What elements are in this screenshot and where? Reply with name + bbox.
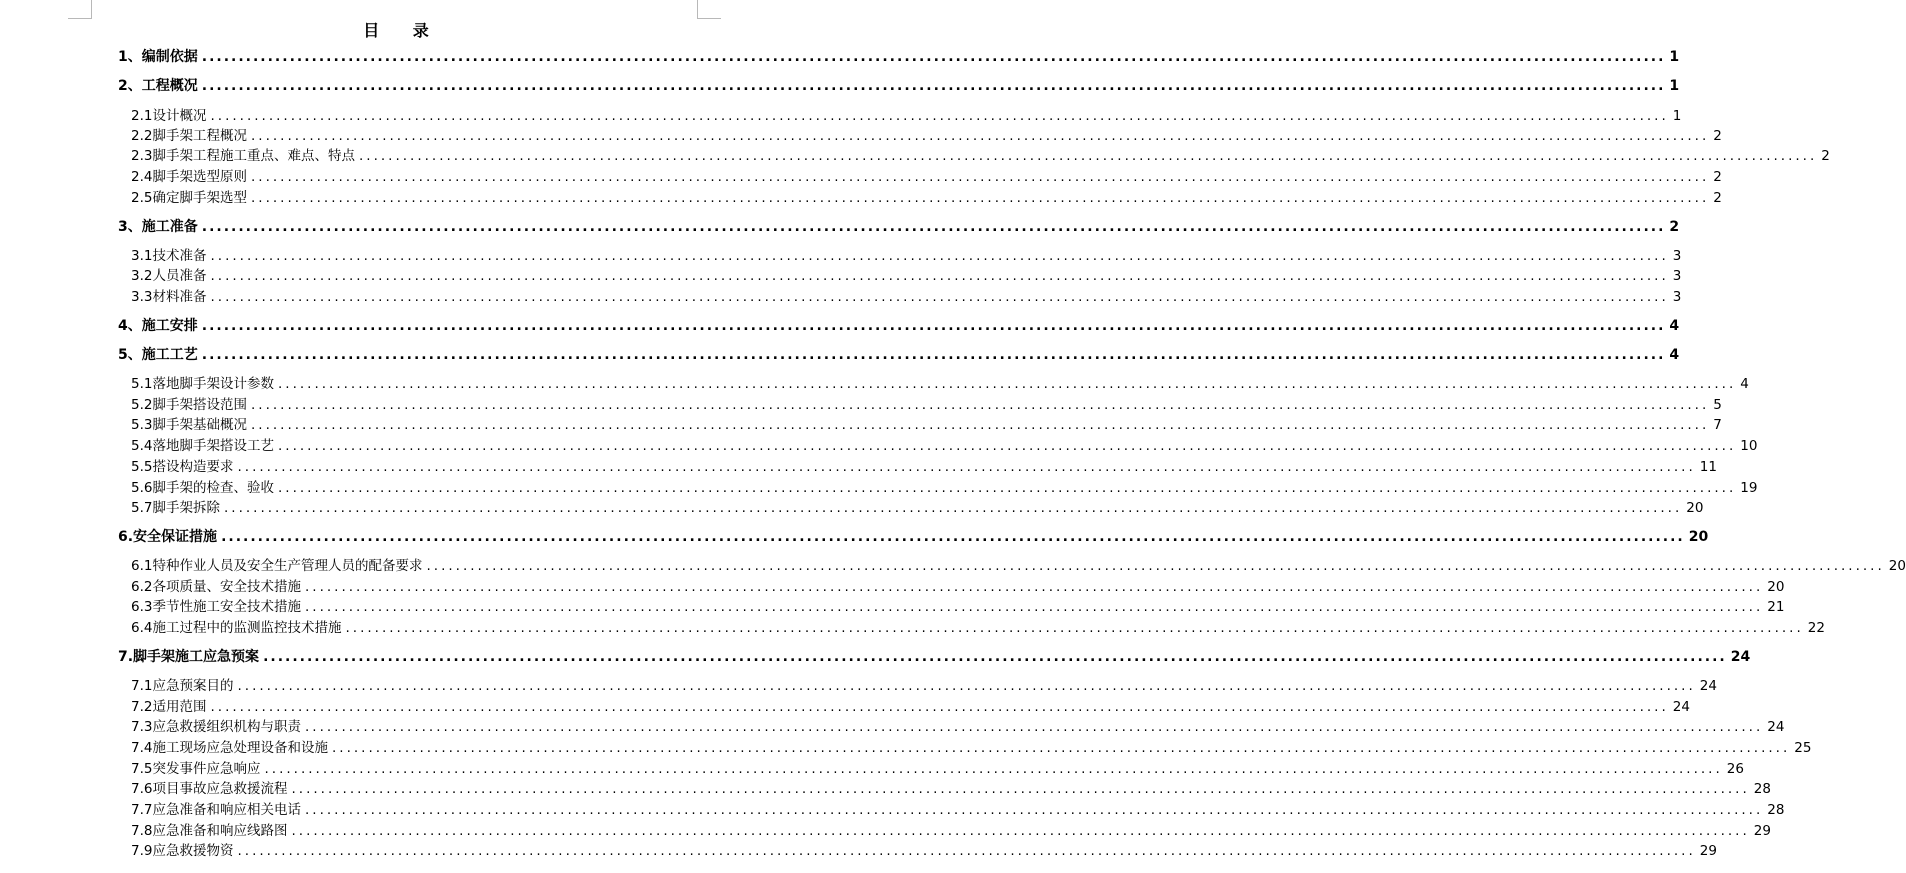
toc-entry-label: 7.9应急救援物资 bbox=[131, 843, 234, 859]
toc-entry-label: 3.3材料准备 bbox=[131, 289, 207, 305]
toc-entry-label: 6.1特种作业人员及安全生产管理人员的配备要求 bbox=[131, 558, 423, 574]
toc-subentry[interactable] bbox=[131, 167, 1722, 187]
toc-dot-leader: ........................................................................................................................................................................................................ bbox=[304, 599, 1764, 615]
toc-page-number: 4 bbox=[1740, 376, 1749, 392]
toc-page-number: 20 bbox=[1686, 500, 1704, 516]
toc-heading-entry[interactable] bbox=[118, 345, 1680, 365]
toc-entry-label: 6.4施工过程中的监测监控技术措施 bbox=[131, 620, 342, 636]
toc-entry-label: 6.2各项质量、安全技术措施 bbox=[131, 579, 301, 595]
toc-page-number: 19 bbox=[1740, 480, 1758, 496]
toc-subentry[interactable] bbox=[131, 436, 1758, 456]
toc-subentry[interactable] bbox=[131, 287, 1682, 307]
toc-entry-label: 5.2脚手架搭设范围 bbox=[131, 397, 247, 413]
toc-page-number: 24 bbox=[1672, 699, 1690, 715]
toc-dot-leader: ........................................................................................................................................................................................................ bbox=[263, 649, 1727, 665]
toc-entry-label: 2.4脚手架选型原则 bbox=[131, 169, 247, 185]
toc-dot-leader: ........................................................................................................................................................................................................ bbox=[345, 620, 1804, 636]
toc-entry-label: 3、施工准备 bbox=[118, 219, 198, 235]
toc-dot-leader: ........................................................................................................................................................................................................ bbox=[201, 318, 1666, 334]
toc-subentry[interactable] bbox=[131, 457, 1717, 477]
toc-entry-label: 4、施工安排 bbox=[118, 318, 198, 334]
toc-subentry[interactable] bbox=[131, 759, 1744, 779]
toc-subentry[interactable] bbox=[131, 556, 1906, 576]
toc-page-number: 1 bbox=[1669, 49, 1680, 65]
toc-subentry[interactable] bbox=[131, 126, 1722, 146]
toc-subentry[interactable] bbox=[131, 395, 1722, 415]
toc-page-number: 20 bbox=[1767, 579, 1785, 595]
toc-subentry[interactable] bbox=[131, 146, 1830, 166]
toc-entry-label: 2.3脚手架工程施工重点、难点、特点 bbox=[131, 148, 355, 164]
toc-entry-label: 5.3脚手架基础概况 bbox=[131, 417, 247, 433]
toc-page-number: 20 bbox=[1888, 558, 1906, 574]
toc-page-number: 24 bbox=[1699, 678, 1717, 694]
toc-subentry[interactable] bbox=[131, 597, 1785, 617]
toc-dot-leader: ........................................................................................................................................................................................................ bbox=[201, 219, 1666, 235]
toc-subentry[interactable] bbox=[131, 618, 1825, 638]
toc-subentry[interactable] bbox=[131, 478, 1758, 498]
toc-entry-label: 7.4施工现场应急处理设备和设施 bbox=[131, 740, 328, 756]
toc-entry-label: 2、工程概况 bbox=[118, 78, 198, 94]
toc-dot-leader: ........................................................................................................................................................................................................ bbox=[223, 500, 1683, 516]
toc-dot-leader: ........................................................................................................................................................................................................ bbox=[291, 823, 1750, 839]
toc-entry-label: 7.5突发事件应急响应 bbox=[131, 761, 261, 777]
toc-page-number: 25 bbox=[1794, 740, 1812, 756]
toc-page-number: 2 bbox=[1669, 219, 1680, 235]
toc-dot-leader: ........................................................................................................................................................................................................ bbox=[210, 108, 1669, 124]
toc-dot-leader: ........................................................................................................................................................................................................ bbox=[201, 49, 1666, 65]
toc-entry-label: 1、编制依据 bbox=[118, 49, 198, 65]
toc-entry-label: 7.6项目事故应急救援流程 bbox=[131, 781, 288, 797]
toc-heading-entry[interactable] bbox=[118, 217, 1680, 237]
toc-dot-leader: ........................................................................................................................................................................................................ bbox=[210, 268, 1669, 284]
toc-dot-leader: ........................................................................................................................................................................................................ bbox=[210, 699, 1669, 715]
toc-dot-leader: ........................................................................................................................................................................................................ bbox=[277, 480, 1737, 496]
toc-entry-label: 7.7应急准备和响应相关电话 bbox=[131, 802, 301, 818]
toc-subentry[interactable] bbox=[131, 106, 1682, 126]
toc-entry-label: 7.1应急预案目的 bbox=[131, 678, 234, 694]
toc-page-number: 2 bbox=[1821, 148, 1830, 164]
toc-entry-label: 2.5确定脚手架选型 bbox=[131, 190, 247, 206]
toc-dot-leader: ........................................................................................................................................................................................................ bbox=[331, 740, 1791, 756]
toc-dot-leader: ........................................................................................................................................................................................................ bbox=[250, 397, 1710, 413]
toc-entry-label: 5.6脚手架的检查、验收 bbox=[131, 480, 274, 496]
toc-entry-label: 2.1设计概况 bbox=[131, 108, 207, 124]
toc-entry-label: 3.2人员准备 bbox=[131, 268, 207, 284]
toc-dot-leader: ........................................................................................................................................................................................................ bbox=[250, 169, 1710, 185]
toc-entry-label: 6.安全保证措施 bbox=[118, 529, 218, 545]
toc-page-number: 28 bbox=[1753, 781, 1771, 797]
toc-page-number: 4 bbox=[1669, 318, 1680, 334]
toc-dot-leader: ........................................................................................................................................................................................................ bbox=[201, 347, 1666, 363]
toc-page-number: 28 bbox=[1767, 802, 1785, 818]
toc-dot-leader: ........................................................................................................................................................................................................ bbox=[304, 719, 1764, 735]
toc-heading-entry[interactable] bbox=[118, 647, 1751, 667]
toc-subentry[interactable] bbox=[131, 717, 1785, 737]
toc-page-number: 4 bbox=[1669, 347, 1680, 363]
toc-page-number: 24 bbox=[1730, 649, 1751, 665]
toc-dot-leader: ........................................................................................................................................................................................................ bbox=[250, 417, 1710, 433]
toc-entry-label: 3.1技术准备 bbox=[131, 248, 207, 264]
toc-dot-leader: ........................................................................................................................................................................................................ bbox=[237, 459, 1696, 475]
toc-dot-leader: ........................................................................................................................................................................................................ bbox=[250, 128, 1710, 144]
toc-subentry[interactable] bbox=[131, 821, 1771, 841]
toc-dot-leader: ........................................................................................................................................................................................................ bbox=[237, 843, 1696, 859]
toc-page-number: 24 bbox=[1767, 719, 1785, 735]
toc-subentry[interactable] bbox=[131, 738, 1812, 758]
toc-page-number: 2 bbox=[1713, 190, 1722, 206]
toc-subentry[interactable] bbox=[131, 841, 1717, 861]
toc-entry-label: 5、施工工艺 bbox=[118, 347, 198, 363]
toc-heading-entry[interactable] bbox=[118, 76, 1680, 96]
toc-entry-label: 7.2适用范围 bbox=[131, 699, 207, 715]
toc-page-number: 22 bbox=[1807, 620, 1825, 636]
toc-heading-entry[interactable] bbox=[118, 47, 1680, 67]
toc-entry-label: 7.8应急准备和响应线路图 bbox=[131, 823, 288, 839]
toc-dot-leader: ........................................................................................................................................................................................................ bbox=[237, 678, 1696, 694]
toc-subentry[interactable] bbox=[131, 246, 1682, 266]
toc-entry-label: 5.5搭设构造要求 bbox=[131, 459, 234, 475]
toc-heading-entry[interactable] bbox=[118, 316, 1680, 336]
toc-title: 目 录 bbox=[363, 21, 443, 40]
toc-page-number: 21 bbox=[1767, 599, 1785, 615]
toc-page-number: 1 bbox=[1669, 78, 1680, 94]
toc-page-number: 26 bbox=[1726, 761, 1744, 777]
toc-entry-label: 5.4落地脚手架搭设工艺 bbox=[131, 438, 274, 454]
toc-entry-label: 6.3季节性施工安全技术措施 bbox=[131, 599, 301, 615]
toc-dot-leader: ........................................................................................................................................................................................................ bbox=[426, 558, 1885, 574]
toc-dot-leader: ........................................................................................................................................................................................................ bbox=[210, 248, 1669, 264]
toc-page-number: 20 bbox=[1688, 529, 1709, 545]
toc-page-number: 11 bbox=[1699, 459, 1717, 475]
toc-entry-label: 7.脚手架施工应急预案 bbox=[118, 649, 260, 665]
toc-subentry[interactable] bbox=[131, 779, 1771, 799]
toc-dot-leader: ........................................................................................................................................................................................................ bbox=[277, 376, 1737, 392]
toc-page-number: 3 bbox=[1672, 248, 1682, 264]
toc-page-number: 2 bbox=[1713, 128, 1722, 144]
toc-subentry[interactable] bbox=[131, 415, 1722, 435]
toc-entry-label: 7.3应急救援组织机构与职责 bbox=[131, 719, 301, 735]
toc-page-number: 2 bbox=[1713, 169, 1722, 185]
toc-page-number: 3 bbox=[1672, 268, 1682, 284]
toc-dot-leader: ........................................................................................................................................................................................................ bbox=[358, 148, 1818, 164]
toc-page-number: 29 bbox=[1699, 843, 1717, 859]
page-corner-mark-right bbox=[697, 0, 721, 19]
toc-subentry[interactable] bbox=[131, 374, 1749, 394]
toc-entry-label: 5.7脚手架拆除 bbox=[131, 500, 220, 516]
toc-subentry[interactable] bbox=[131, 800, 1785, 820]
toc-dot-leader: ........................................................................................................................................................................................................ bbox=[250, 190, 1710, 206]
toc-page-number: 3 bbox=[1672, 289, 1682, 305]
toc-page-number: 1 bbox=[1672, 108, 1682, 124]
toc-dot-leader: ........................................................................................................................................................................................................ bbox=[201, 78, 1666, 94]
toc-page-number: 5 bbox=[1713, 397, 1722, 413]
page-corner-mark-left bbox=[68, 0, 92, 19]
toc-subentry[interactable] bbox=[131, 676, 1717, 696]
toc-dot-leader: ........................................................................................................................................................................................................ bbox=[291, 781, 1750, 797]
toc-subentry[interactable] bbox=[131, 188, 1722, 208]
toc-heading-entry[interactable] bbox=[118, 527, 1709, 547]
toc-page-number: 29 bbox=[1753, 823, 1771, 839]
toc-dot-leader: ........................................................................................................................................................................................................ bbox=[264, 761, 1723, 777]
toc-dot-leader: ........................................................................................................................................................................................................ bbox=[210, 289, 1669, 305]
toc-subentry[interactable] bbox=[131, 498, 1704, 518]
toc-dot-leader: ........................................................................................................................................................................................................ bbox=[221, 529, 1685, 545]
toc-dot-leader: ........................................................................................................................................................................................................ bbox=[304, 579, 1764, 595]
toc-entry-label: 2.2脚手架工程概况 bbox=[131, 128, 247, 144]
toc-subentry[interactable] bbox=[131, 266, 1682, 286]
toc-subentry[interactable] bbox=[131, 697, 1690, 717]
toc-dot-leader: ........................................................................................................................................................................................................ bbox=[304, 802, 1764, 818]
toc-entry-label: 5.1落地脚手架设计参数 bbox=[131, 376, 274, 392]
toc-page-number: 7 bbox=[1713, 417, 1722, 433]
toc-subentry[interactable] bbox=[131, 577, 1785, 597]
toc-dot-leader: ........................................................................................................................................................................................................ bbox=[277, 438, 1737, 454]
toc-page-number: 10 bbox=[1740, 438, 1758, 454]
